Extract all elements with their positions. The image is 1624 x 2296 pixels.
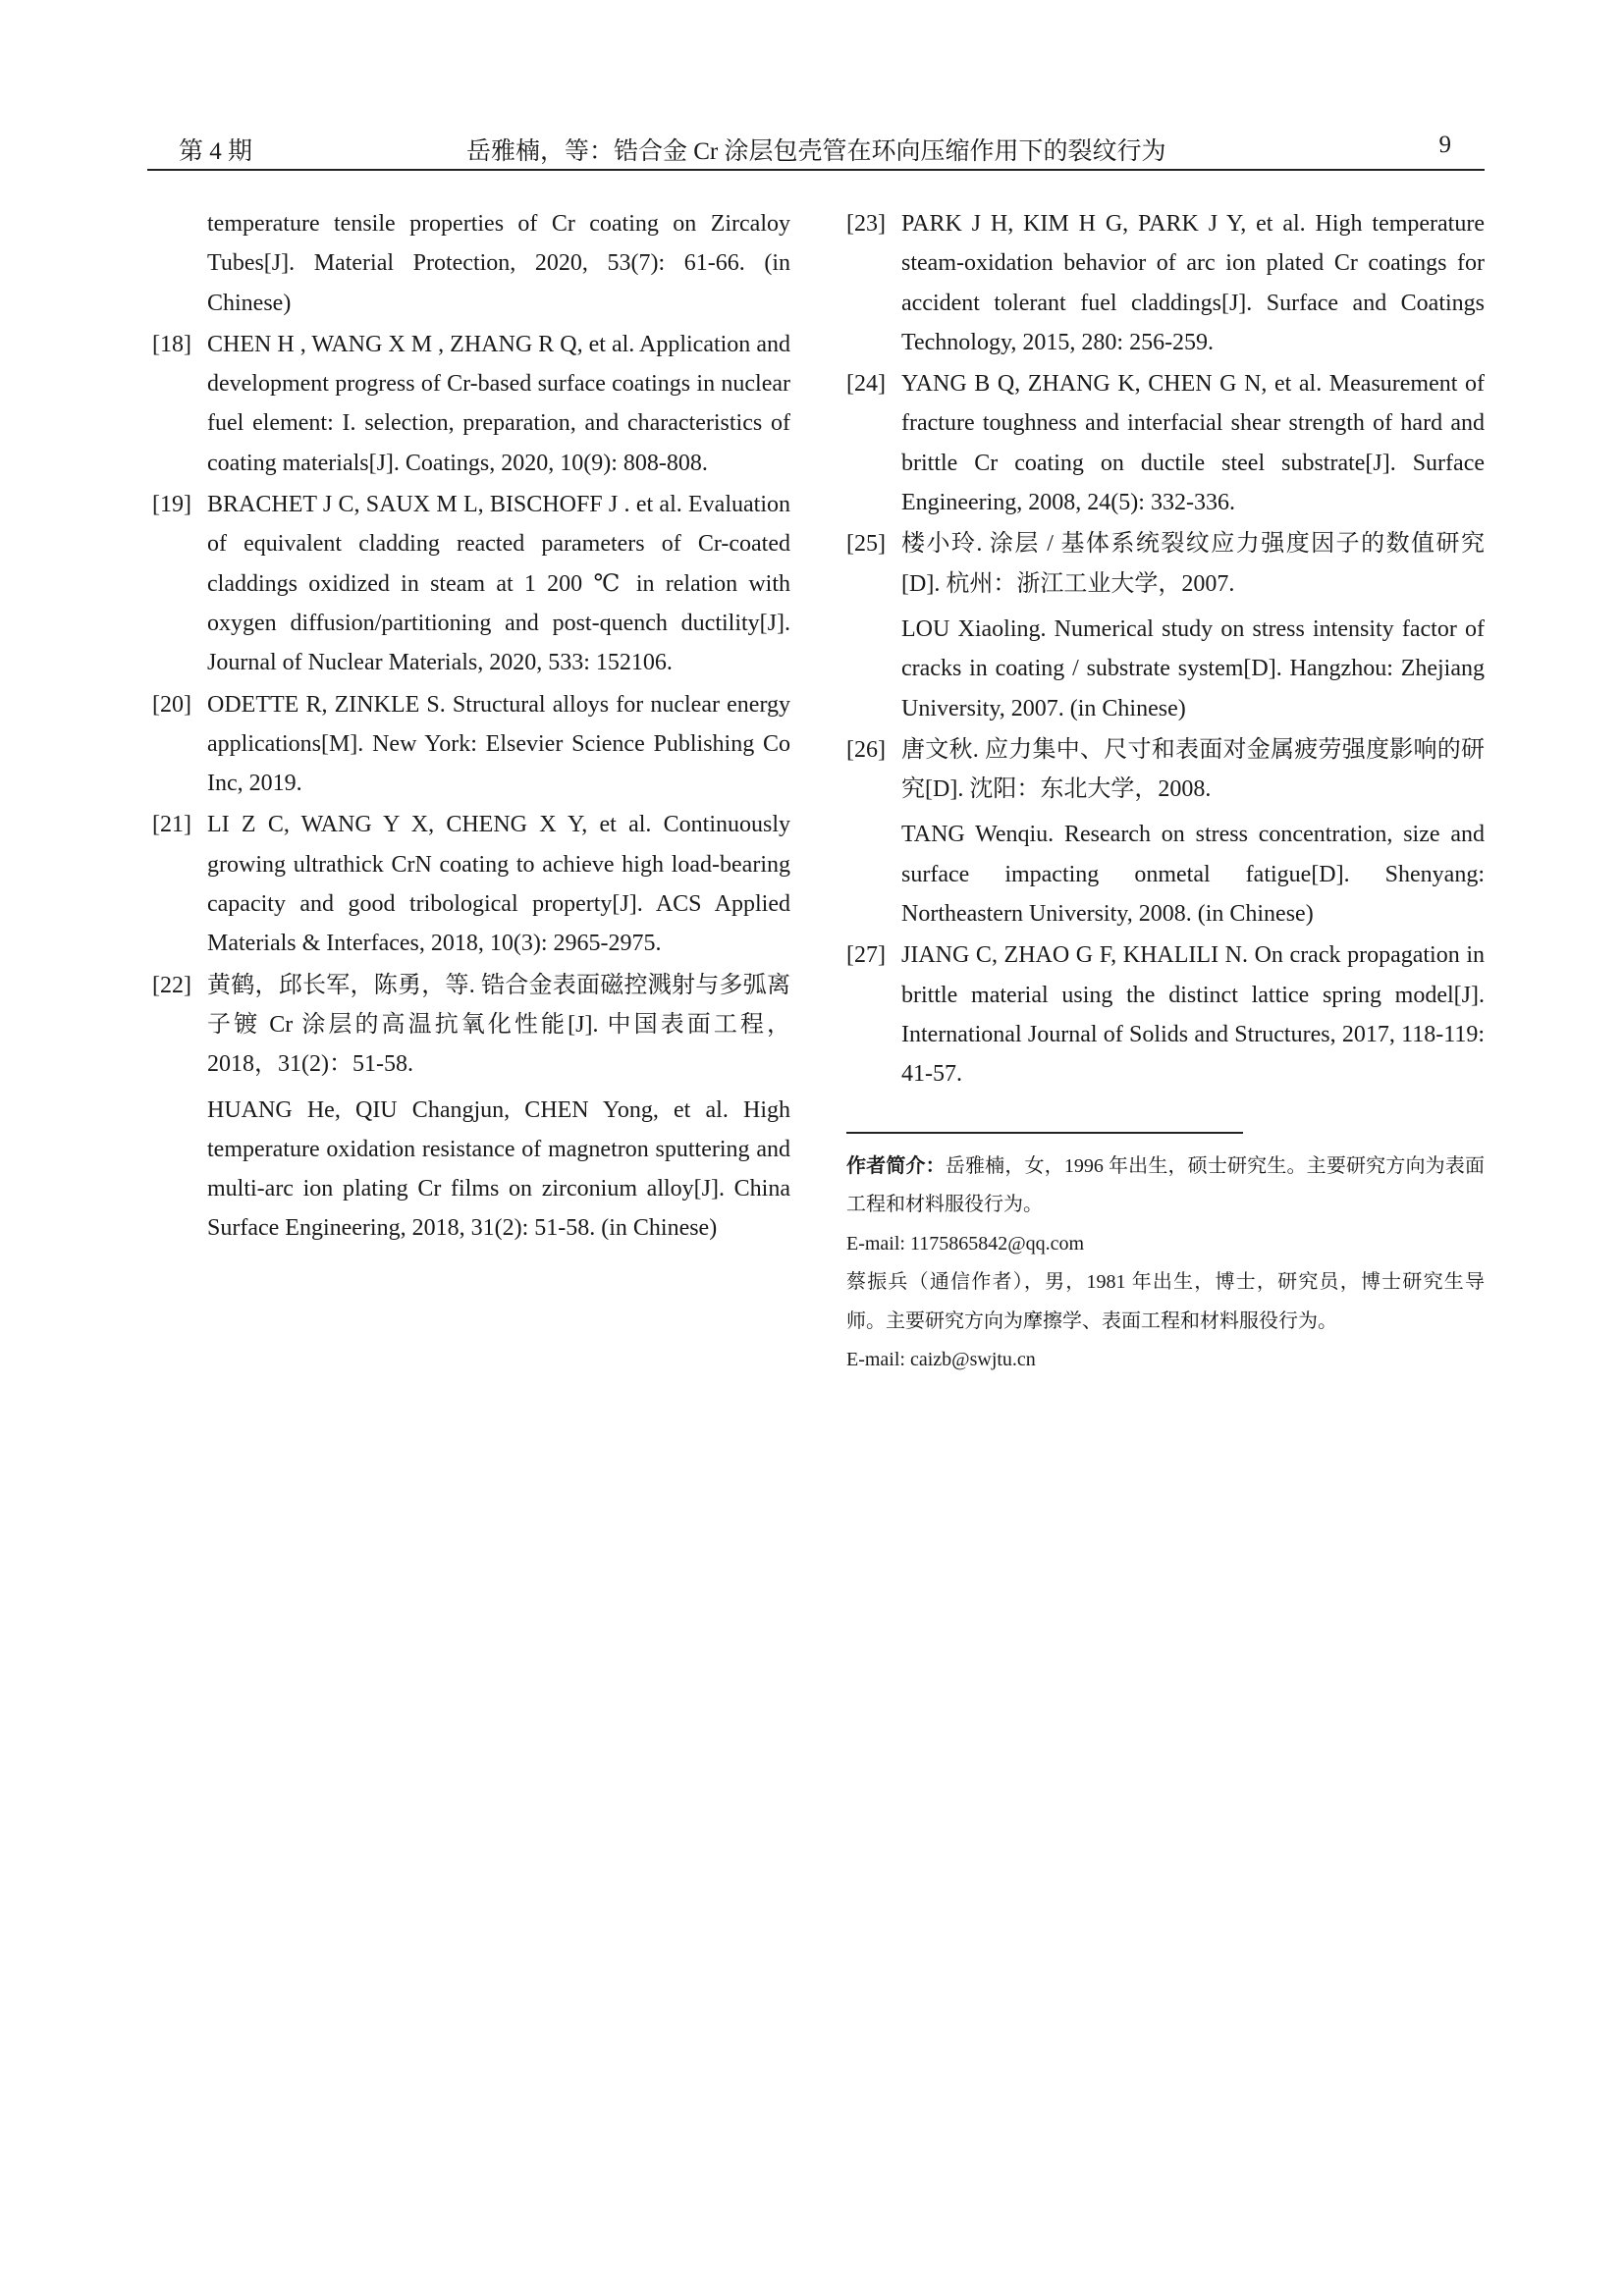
author1-email: E-mail: 1175865842@qq.com: [846, 1232, 1085, 1255]
reference-item: [846, 730, 1485, 934]
left-column: [152, 204, 790, 1251]
reference-text-english: HUANG He, QIU Changjun, CHEN Yong, et al. High temperature oxidation resistance of magnetron sputtering and multi-arc ion plating Cr films on zirconium alloy[J]. China Surface Engineering, 2018, 31(2): 51-58. (in Chinese): [207, 1096, 790, 1242]
reference-number: [19]: [152, 492, 191, 518]
reference-text: PARK J H, KIM H G, PARK J Y, et al. High temperature steam-oxidation behavior of arc ion plated Cr coatings for accident tolerant fuel claddings[J]. Surface and Coatings Technology, 2015, 280: 256-259.: [901, 211, 1485, 355]
reference-number: [22]: [152, 972, 191, 998]
reference-text: BRACHET J C, SAUX M L, BISCHOFF J . et al. Evaluation of equivalent cladding reacted parameters of Cr-coated claddings oxidized in steam at 1 200 ℃ in relation with oxygen diffusion/partitioning and post-quench ductility[J]. Journal of Nuclear Materials, 2020, 533: 152106.: [207, 492, 790, 676]
reference-text: YANG B Q, ZHANG K, CHEN G N, et al. Measurement of fracture toughness and interfacial shear strength of hard and brittle Cr coating on ductile steel substrate[J]. Surface Engineering, 2008, 24(5): 332-336.: [901, 371, 1485, 516]
author-footnote: [846, 1148, 1485, 1380]
reference-item: [152, 685, 790, 804]
reference-number: [23]: [846, 211, 886, 237]
running-title: 岳雅楠，等：锆合金 Cr 涂层包壳管在环向压缩作用下的裂纹行为: [466, 138, 1166, 165]
reference-item: [846, 364, 1485, 522]
footnote-label: 作者简介：: [846, 1154, 946, 1177]
reference-text-english: TANG Wenqiu. Research on stress concentration, size and surface impacting onmetal fatigue[D]. Shenyang: Northeastern University, 2008. (in Chinese): [901, 822, 1485, 928]
reference-text-chinese: 黄鹤，邱长军，陈勇，等. 锆合金表面磁控溅射与多弧离子镀 Cr 涂层的高温抗氧化性能[J]. 中国表面工程，2018，31(2)：51-58.: [207, 972, 790, 1078]
reference-text: ODETTE R, ZINKLE S. Structural alloys for nuclear energy applications[M]. New York: Elsevier Science Publishing Co Inc, 2019.: [207, 691, 790, 797]
reference-item: [846, 524, 1485, 727]
footnote-divider: [846, 1132, 1243, 1134]
reference-number: [20]: [152, 691, 191, 718]
reference-number: [21]: [152, 812, 191, 838]
reference-number: [25]: [846, 531, 886, 558]
reference-item: [846, 935, 1485, 1094]
reference-item: [152, 325, 790, 483]
reference-text: LI Z C, WANG Y X, CHENG X Y, et al. Continuously growing ultrathick CrN coating to achieve high load-bearing capacity and good tribological property[J]. ACS Applied Materials & Interfaces, 2018, 10(3): 2965-2975.: [207, 812, 790, 957]
author1-text: 岳雅楠，女，1996 年出生，硕士研究生。主要研究方向为表面工程和材料服役行为。: [846, 1154, 1486, 1216]
right-column: [846, 204, 1485, 1380]
reference-number: [24]: [846, 371, 886, 398]
reference-item: [152, 805, 790, 963]
reference-text-chinese: 唐文秋. 应力集中、尺寸和表面对金属疲劳强度影响的研究[D]. 沈阳：东北大学，2008.: [901, 736, 1485, 803]
reference-number: [26]: [846, 736, 886, 763]
reference-text-english: LOU Xiaoling. Numerical study on stress intensity factor of cracks in coating / substrate system[D]. Hangzhou: Zhejiang University, 2007. (in Chinese): [901, 615, 1485, 721]
author1-info: [846, 1148, 1485, 1225]
reference-item: [152, 485, 790, 682]
author2-info: 蔡振兵（通信作者），男，1981 年出生，博士，研究员，博士研究生导师。主要研究方向为摩擦学、表面工程和材料服役行为。: [846, 1271, 1485, 1332]
running-header: [147, 128, 1485, 171]
author2-email: E-mail: caizb@swjtu.cn: [846, 1349, 1036, 1371]
reference-number: [18]: [152, 331, 191, 357]
page-number: 9: [1438, 132, 1451, 158]
issue-number: 第 4 期: [179, 138, 253, 165]
reference-continuation: temperature tensile properties of Cr coating on Zircaloy Tubes[J]. Material Protection, 2020, 53(7): 61-66. (in Chinese): [207, 211, 790, 316]
reference-number: [27]: [846, 942, 886, 969]
reference-text: CHEN H , WANG X M , ZHANG R Q, et al. Application and development progress of Cr-based surface coatings in nuclear fuel element: I. selection, preparation, and characteristics of coating materials[J]. Coatings, 2020, 10(9): 808-808.: [207, 331, 790, 476]
reference-text-chinese: 楼小玲. 涂层 / 基体系统裂纹应力强度因子的数值研究[D]. 杭州：浙江工业大学，2007.: [901, 531, 1485, 597]
reference-item: [152, 966, 790, 1249]
reference-text: JIANG C, ZHAO G F, KHALILI N. On crack propagation in brittle material using the distinct lattice spring model[J]. International Journal of Solids and Structures, 2017, 118-119: 41-57.: [901, 942, 1485, 1088]
reference-item: [846, 204, 1485, 362]
